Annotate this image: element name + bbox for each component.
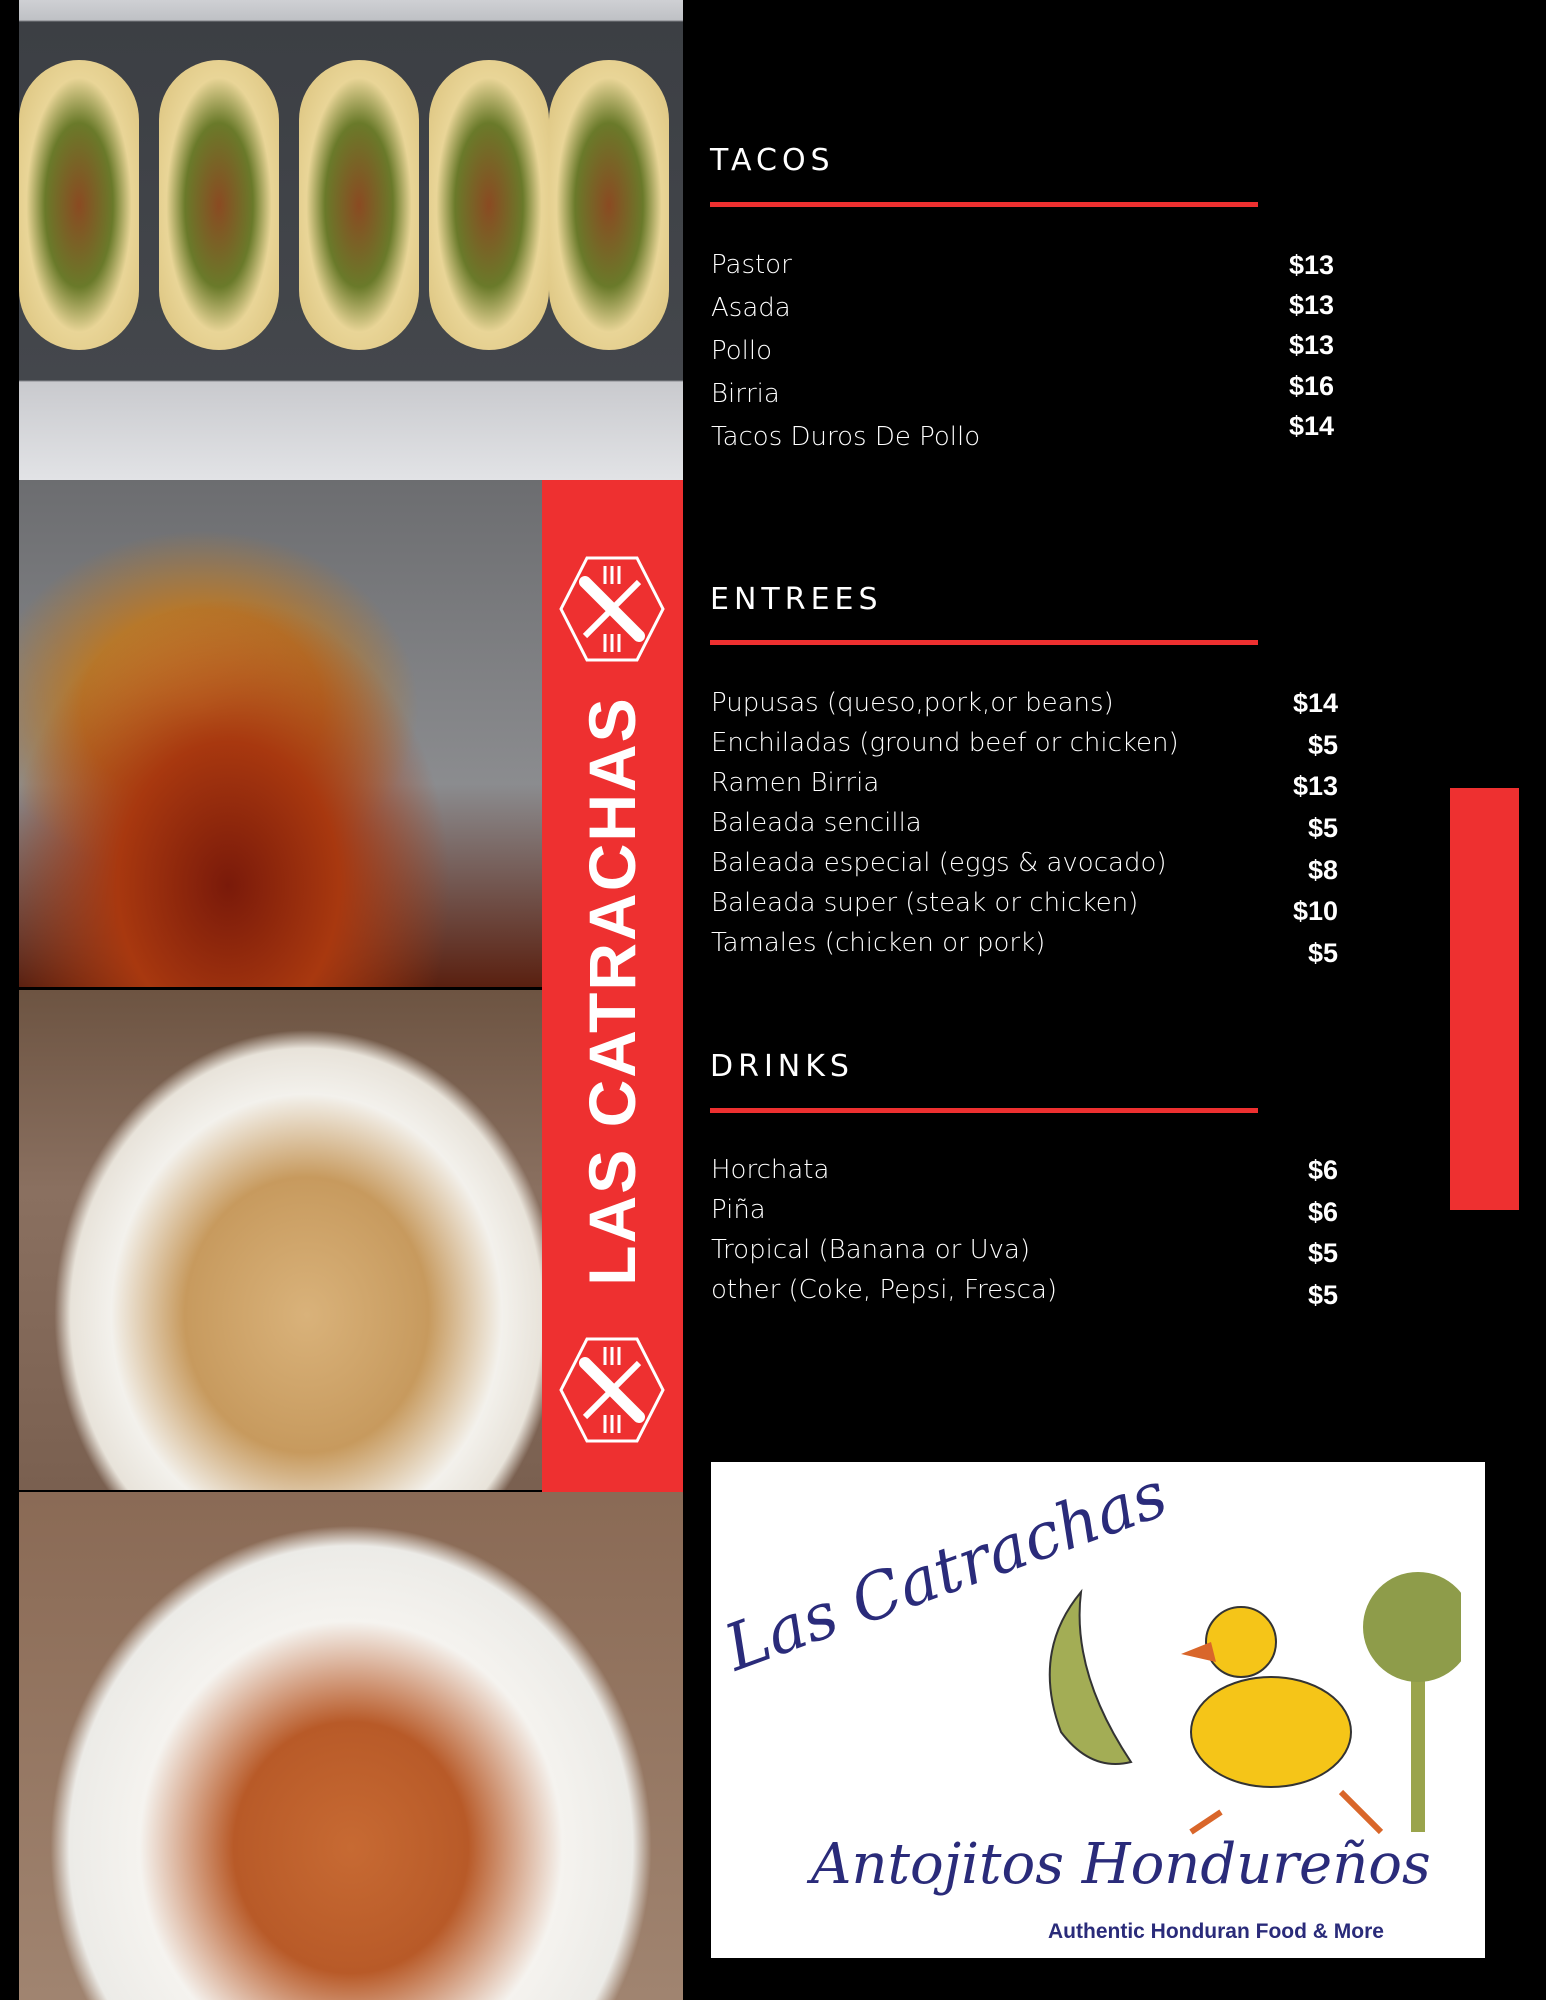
mascots-illustration <box>941 1532 1461 1852</box>
section-title-entrees: ENTREES <box>710 582 883 617</box>
section-divider <box>710 202 1258 207</box>
menu-item-name: Baleada sencilla <box>711 808 922 838</box>
red-accent-bar <box>1450 788 1519 1210</box>
menu-item-price: $14 <box>1292 688 1338 718</box>
menu-item-price: $13 <box>1288 250 1334 280</box>
menu-item-price: $6 <box>1307 1155 1338 1185</box>
menu-item-price: $5 <box>1307 1280 1338 1310</box>
section-title-tacos: TACOS <box>710 143 835 178</box>
menu-item-name: other (Coke, Pepsi, Fresca) <box>711 1275 1058 1305</box>
taco-image <box>299 60 419 350</box>
restaurant-logo <box>711 1457 1485 1958</box>
menu-item-name: Tamales (chicken or pork) <box>711 928 1046 958</box>
menu-item-name: Pollo <box>711 336 773 366</box>
menu-item-name: Horchata <box>711 1155 830 1185</box>
logo-tagline: Authentic Honduran Food & More <box>1048 1920 1384 1943</box>
tacos-photo <box>19 0 683 480</box>
fork-knife-icon <box>557 554 667 664</box>
menu-item-price: $14 <box>1288 411 1334 441</box>
menu-item-name: Baleada super (steak or chicken) <box>711 888 1139 918</box>
menu-item-price: $5 <box>1307 813 1338 843</box>
taco-image <box>429 60 549 350</box>
menu-item-name: Asada <box>711 293 791 323</box>
enchiladas-photo <box>19 1492 683 2000</box>
vertical-brand-title: LAS CATRACHAS <box>575 696 649 1286</box>
fork-knife-icon <box>557 1335 667 1445</box>
menu-item-name: Tacos Duros De Pollo <box>711 422 981 452</box>
logo-subtitle: Antojitos Hondureños <box>811 1832 1431 1897</box>
menu-item-price: $13 <box>1292 771 1338 801</box>
pupusa-photo <box>19 990 542 1490</box>
menu-item-name: Enchiladas (ground beef or chicken) <box>711 728 1179 758</box>
menu-item-price: $13 <box>1288 330 1334 360</box>
menu-item-price: $5 <box>1307 730 1338 760</box>
logo-title: Las Catrachas <box>715 1457 1177 1686</box>
section-title-drinks: DRINKS <box>710 1049 854 1084</box>
menu-item-name: Ramen Birria <box>711 768 880 798</box>
taco-image <box>549 60 669 350</box>
menu-item-price: $5 <box>1307 1238 1338 1268</box>
menu-item-name: Tropical (Banana or Uva) <box>711 1235 1031 1265</box>
menu-item-price: $5 <box>1307 938 1338 968</box>
menu-item-price: $16 <box>1288 371 1334 401</box>
taco-image <box>19 60 139 350</box>
ramen-birria-photo <box>19 480 542 987</box>
menu-item-price: $10 <box>1292 896 1338 926</box>
menu-item-name: Birria <box>711 379 780 409</box>
menu-item-name: Pastor <box>711 250 792 280</box>
menu-item-name: Pupusas (queso,pork,or beans) <box>711 688 1114 718</box>
menu-item-price: $13 <box>1288 290 1334 320</box>
menu-item-name: Piña <box>711 1195 766 1225</box>
menu-item-name: Baleada especial (eggs & avocado) <box>711 848 1167 878</box>
taco-image <box>159 60 279 350</box>
menu-item-price: $6 <box>1307 1197 1338 1227</box>
section-divider <box>710 640 1258 645</box>
section-divider <box>710 1108 1258 1113</box>
menu-item-price: $8 <box>1307 855 1338 885</box>
